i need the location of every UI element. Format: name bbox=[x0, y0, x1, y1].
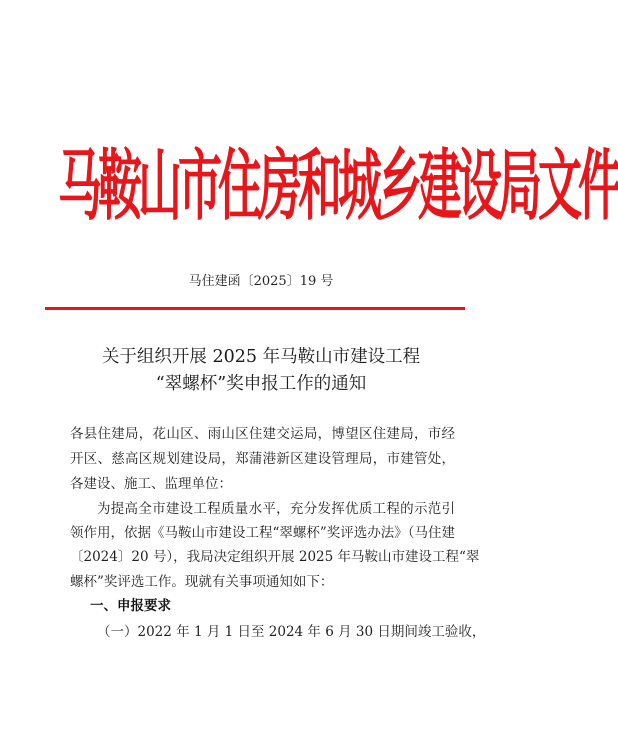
intro-line-3: 〔2024〕20 号），我局决定组织开展 2025 年马鞍山市建设工程“翠 bbox=[70, 549, 480, 565]
addressee-line-2: 开区、慈高区规划建设局，郑蒲港新区建设管理局，市建管处， bbox=[70, 451, 455, 467]
intro-line-1: 为提高全市建设工程质量水平，充分发挥优质工程的示范引 bbox=[97, 501, 455, 517]
addressee-line-3: 各建设、施工、监理单位： bbox=[70, 476, 232, 492]
notice-title-line-2: “翠螺杯”奖申报工作的通知 bbox=[155, 374, 367, 394]
section-heading-1: 一、申报要求 bbox=[90, 598, 171, 614]
section-1-item-1: （一）2022 年 1 月 1 日至 2024 年 6 月 30 日期间竣工验收， bbox=[97, 624, 486, 640]
document-number: 马住建函〔2025〕19 号 bbox=[188, 274, 334, 289]
intro-line-2: 领作用，依据《马鞍山市建设工程“翠螺杯”奖评选办法》（马住建 bbox=[70, 525, 456, 541]
intro-line-4: 螺杯”奖评选工作。现就有关事项通知如下： bbox=[70, 574, 334, 590]
masthead-title: 马鞍山市住房和城乡建设局文件 bbox=[58, 142, 618, 232]
addressee-line-1: 各县住建局，花山区、雨山区住建交运局，博望区住建局，市经 bbox=[70, 426, 455, 442]
red-divider-line bbox=[45, 307, 465, 310]
notice-title-line-1: 关于组织开展 2025 年马鞍山市建设工程 bbox=[101, 347, 421, 367]
